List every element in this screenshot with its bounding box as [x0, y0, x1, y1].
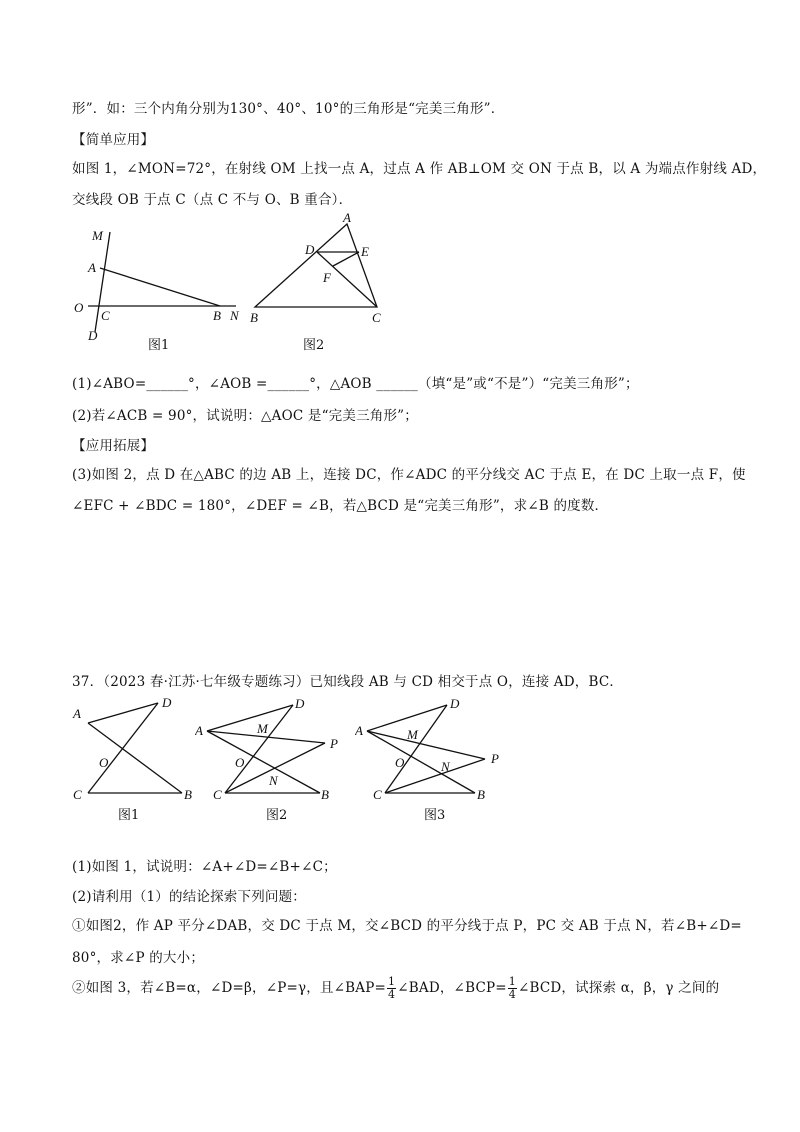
p37-fig2-label-C: C — [213, 787, 222, 802]
figure1-ray-diagram — [70, 222, 250, 347]
p37-question-2a-line2: 80°，求∠P 的大小； — [72, 950, 205, 966]
p37-fig3-label-M: M — [407, 727, 418, 742]
p37-fig2-label-P: P — [330, 736, 338, 751]
p37-fig1-label-O: O — [99, 755, 109, 770]
p37-fig3-label-N: N — [441, 759, 450, 774]
p37-fig2-label-O: O — [235, 755, 245, 770]
p37-question-2a-line1: ①如图2，作 AP 平分∠DAB，交 DC 于点 M，交∠BCD 的平分线于点 P，PC 交 AB 于点 N，若∠B+∠D= — [72, 918, 742, 934]
p37-fig3-label-B: B — [477, 787, 485, 802]
p37-fig2-label-M: M — [257, 721, 268, 736]
problem37-figure1 — [70, 693, 200, 803]
fig1-label-D: D — [88, 328, 98, 343]
p37-fig3-label-A: A — [355, 723, 363, 738]
p37-q2b-part2: ∠BAD，∠BCP= — [397, 980, 507, 996]
p37-fig3-label-D: D — [450, 696, 460, 711]
text-line-figure1-setup-cont: 交线段 OB 于点 C（点 C 不与 O、B 重合）． — [72, 192, 353, 208]
text-line-perfect-triangle-definition: 形”．如：三个内角分别为130°、40°、10°的三角形是“完美三角形”． — [72, 101, 505, 117]
p37-fig1-label-A: A — [73, 706, 81, 721]
question-1: (1)∠ABO=______°，∠AOB =______°，△AOB ______（填“是”或“不是”）“完美三角形”； — [72, 376, 639, 392]
figure2-triangle-diagram — [245, 212, 395, 327]
p37-fig1-label-C: C — [73, 787, 82, 802]
p37-q2b-part1: ②如图 3，若∠B=α，∠D=β，∠P=γ，且∠BAP= — [72, 980, 387, 996]
fraction-one-quarter-2: $\frac{1}{4}$ — [508, 975, 516, 1001]
fig1-label-M: M — [92, 228, 103, 243]
p37-fig1-caption: 图1 — [118, 808, 140, 823]
fig1-label-N: N — [230, 308, 239, 323]
heading-simple-application: 【简单应用】 — [72, 132, 155, 148]
p37-fig1-label-D: D — [162, 695, 172, 710]
fig1-caption: 图1 — [148, 338, 170, 353]
fig2-label-F: F — [323, 270, 331, 285]
problem37-figure3 — [355, 693, 515, 803]
p37-fig2-label-B: B — [321, 787, 329, 802]
question-2: (2)若∠ACB = 90°，试说明：△AOC 是“完美三角形”； — [72, 408, 418, 424]
fig1-label-O: O — [74, 300, 84, 315]
p37-fig3-caption: 图3 — [424, 808, 446, 823]
p37-fig3-label-P: P — [491, 751, 499, 766]
fig2-label-C: C — [372, 310, 381, 325]
problem37-figure2 — [195, 693, 355, 803]
fig2-label-A: A — [343, 212, 351, 225]
fig2-label-E: E — [361, 244, 369, 259]
p37-fig2-label-A: A — [195, 723, 203, 738]
fig1-label-A: A — [88, 260, 96, 275]
p37-question-2b — [72, 976, 719, 1001]
question-3-line2: ∠EFC + ∠BDC = 180°，∠DEF = ∠B，若△BCD 是“完美三角形”，求∠B 的度数． — [72, 498, 609, 514]
p37-fig2-label-N: N — [269, 773, 278, 788]
fig1-label-B: B — [213, 308, 221, 323]
fraction-one-quarter-1: $\frac{1}{4}$ — [388, 975, 396, 1001]
fig2-caption: 图2 — [303, 338, 325, 353]
p37-fig2-caption: 图2 — [266, 808, 288, 823]
p37-fig1-label-B: B — [184, 787, 192, 802]
text-line-figure1-setup: 如图 1，∠MON=72°，在射线 OM 上找一点 A，过点 A 作 AB⊥OM 交 ON 于点 B，以 A 为端点作射线 AD， — [72, 161, 767, 177]
fig2-label-B: B — [250, 310, 258, 325]
problem-37-statement: 37．（2023 春·江苏·七年级专题练习）已知线段 AB 与 CD 相交于点 O，连接 AD，BC． — [72, 674, 624, 690]
p37-q2b-part3: ∠BCD，试探索 α，β，γ 之间的 — [517, 980, 720, 996]
fig2-label-D: D — [305, 242, 315, 257]
heading-application-extension: 【应用拓展】 — [72, 438, 155, 454]
question-3-line1: (3)如图 2，点 D 在△ABC 的边 AB 上，连接 DC，作∠ADC 的平分线交 AC 于点 E，在 DC 上取一点 F，使 — [72, 467, 746, 483]
fig1-label-C: C — [101, 308, 110, 323]
p37-fig3-label-C: C — [373, 787, 382, 802]
p37-question-2: (2)请利用（1）的结论探索下列问题： — [72, 889, 307, 905]
p37-fig2-label-D: D — [295, 696, 305, 711]
p37-fig3-label-O: O — [395, 755, 405, 770]
p37-question-1: (1)如图 1，试说明：∠A+∠D=∠B+∠C； — [72, 859, 337, 875]
